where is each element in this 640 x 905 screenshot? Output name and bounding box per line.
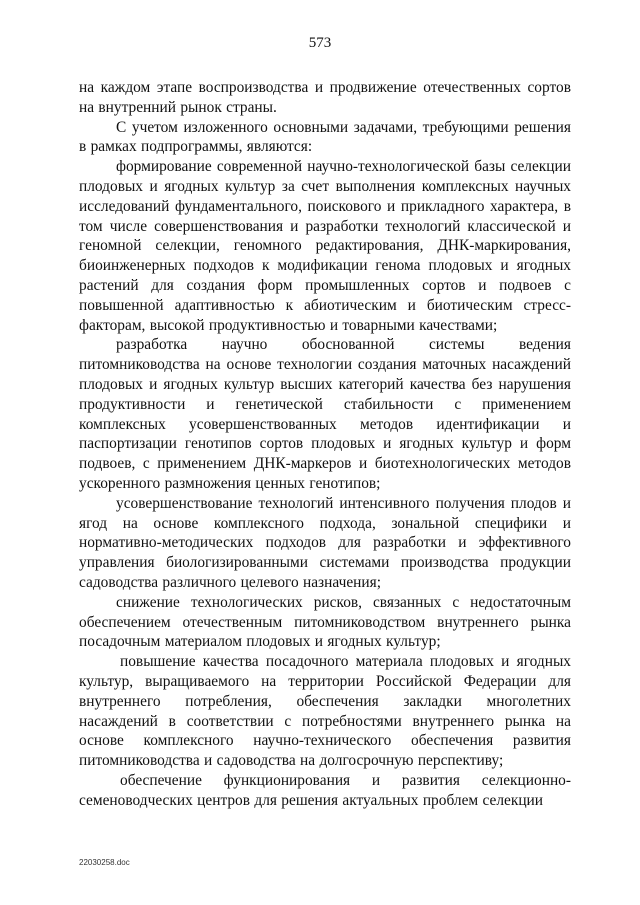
page-number: 573 (308, 35, 332, 51)
paragraph-task-nursery-system: разработка научно обоснованной системы ведения питомниководства на основе технологии создания маточных насаждений плодовых и ягодных культур высших категорий качества без нарушения продуктивности и генетической стабильности с применением комплексных усовершенствованных методов идентификации и паспортизации генотипов сортов плодовых и ягодных культур и форм подвоев, с применением ДНК-маркеров и биотехнологических методов ускоренного размножения ценных генотипов; (79, 336, 571, 492)
document-filename: 22030258.doc (79, 858, 130, 867)
paragraph-task-breeding-centers: обеспечение функционирования и развития селекционно-семеноводческих центров для решения актуальных проблем селекции (79, 771, 571, 809)
paragraph-continuation: на каждом этапе воспроизводства и продвижение отечественных сортов на внутренний рынок страны. (79, 79, 571, 116)
paragraph-task-intensive-technologies: усовершенствование технологий интенсивного получения плодов и ягод на основе комплексного подхода, зональной специфики и нормативно-методических подходов для разработки и эффективного управления биологизированными системами производства продукции садоводства различного целевого назначения; (79, 494, 571, 591)
paragraph-tasks-intro: С учетом изложенного основными задачами, требующими решения в рамках подпрограммы, являются: (79, 118, 571, 156)
paragraph-task-quality-improvement: повышение качества посадочного материала плодовых и ягодных культур, выращиваемого на территории Российской Федерации для внутреннего потребления, обеспечения закладки многолетних насаждений в соответствии с потребностями внутреннего рынка на основе комплексного научно-технического обеспечения развития питомниководства и садоводства на долгосрочную перспективу; (79, 653, 571, 770)
paragraph-task-risk-reduction: снижение технологических рисков, связанных с недостаточным обеспечением отечественным питомниководством внутреннего рынка посадочным материалом плодовых и ягодных культур; (79, 593, 571, 651)
paragraph-task-breeding-base: формирование современной научно-технологической базы селекции плодовых и ягодных культур за счет выполнения комплексных научных исследований фундаментального, поискового и прикладного характера, в том числе совершенствования и разработки технологий классической и геномной селекции, геномного редактирования, ДНК-маркирования, биоинженерных подходов к модификации генома плодовых и ягодных растений для создания форм промышленных сортов и подвоев с повышенной адаптивностью к абиотическим и биотическим стресс-факторам, высокой продуктивностью и товарными качествами; (79, 158, 571, 334)
document-body (79, 78, 571, 810)
